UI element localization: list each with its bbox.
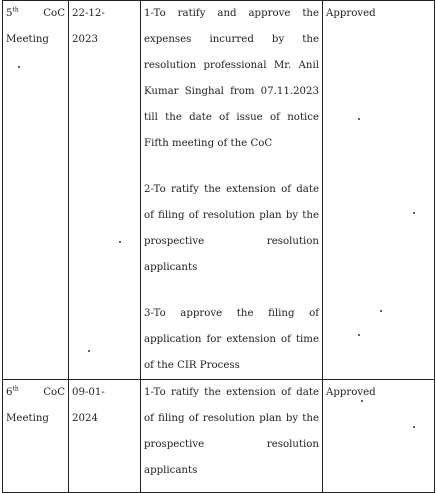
status-cell: [323, 380, 435, 493]
agenda-line: applicants: [144, 262, 198, 273]
agenda-line: expenses incurred by the: [144, 34, 319, 45]
date-line1: 09-01-: [72, 387, 105, 398]
meeting-ordinal-suffix: th: [12, 6, 19, 14]
meeting-label-line2: Meeting: [6, 34, 49, 45]
agenda-line: applicants: [144, 465, 198, 476]
meetings-table: [2, 0, 435, 493]
agenda-item: [144, 1, 319, 157]
date-line2: 2024: [72, 413, 98, 424]
status-text: Approved: [326, 8, 376, 19]
scan-speck: [358, 334, 360, 336]
agenda-line: till the date of issue of notice: [144, 112, 319, 123]
meeting-word: CoC: [43, 8, 65, 19]
agenda-item: [144, 301, 319, 379]
agenda-line: application for extension of time: [144, 334, 319, 345]
meeting-label-line1: [6, 1, 65, 27]
agenda-item: [144, 380, 319, 484]
meeting-cell: [3, 380, 69, 493]
agenda-line: 3-To approve the filing of: [144, 308, 319, 319]
meeting-cell: [3, 1, 69, 380]
meeting-label-line2: Meeting: [6, 413, 49, 424]
agenda-line: prospective resolution: [144, 236, 319, 247]
agenda-cell: [141, 1, 323, 380]
date-cell: [69, 1, 141, 380]
agenda-item: [144, 177, 319, 281]
scan-speck: [413, 212, 415, 214]
agenda-line: 2-To ratify the extension of date: [144, 184, 319, 195]
agenda-line: 1-To ratify and approve the: [144, 8, 319, 19]
agenda-line: 1-To ratify the extension of date: [144, 387, 319, 398]
agenda-line: of filing of resolution plan by the: [144, 210, 319, 221]
date-line1: 22-12-: [72, 8, 105, 19]
table-row: [3, 1, 435, 380]
status-text: Approved: [326, 387, 376, 398]
scan-speck: [358, 118, 360, 120]
scan-speck: [361, 400, 363, 402]
agenda-line: Fifth meeting of the CoC: [144, 138, 273, 149]
scan-speck: [119, 241, 121, 243]
agenda-line: of filing of resolution plan by the: [144, 413, 319, 424]
scan-speck: [380, 310, 382, 312]
scan-speck: [413, 426, 415, 428]
agenda-line: of the CIR Process: [144, 360, 240, 371]
scan-speck: [88, 350, 90, 352]
status-cell: [323, 1, 435, 380]
agenda-cell: [141, 380, 323, 493]
table-row: [3, 380, 435, 493]
agenda-line: prospective resolution: [144, 439, 319, 450]
meeting-number: 6: [6, 387, 13, 398]
meeting-number: 5: [6, 8, 13, 19]
agenda-line: Kumar Singhal from 07.11.2023: [144, 86, 319, 97]
meeting-label-line1: [6, 380, 65, 406]
meeting-word: CoC: [43, 387, 65, 398]
scan-speck: [18, 66, 20, 68]
date-cell: [69, 380, 141, 493]
meeting-ordinal-suffix: th: [12, 385, 19, 393]
date-line2: 2023: [72, 34, 98, 45]
agenda-line: resolution professional Mr. Anil: [144, 60, 319, 71]
